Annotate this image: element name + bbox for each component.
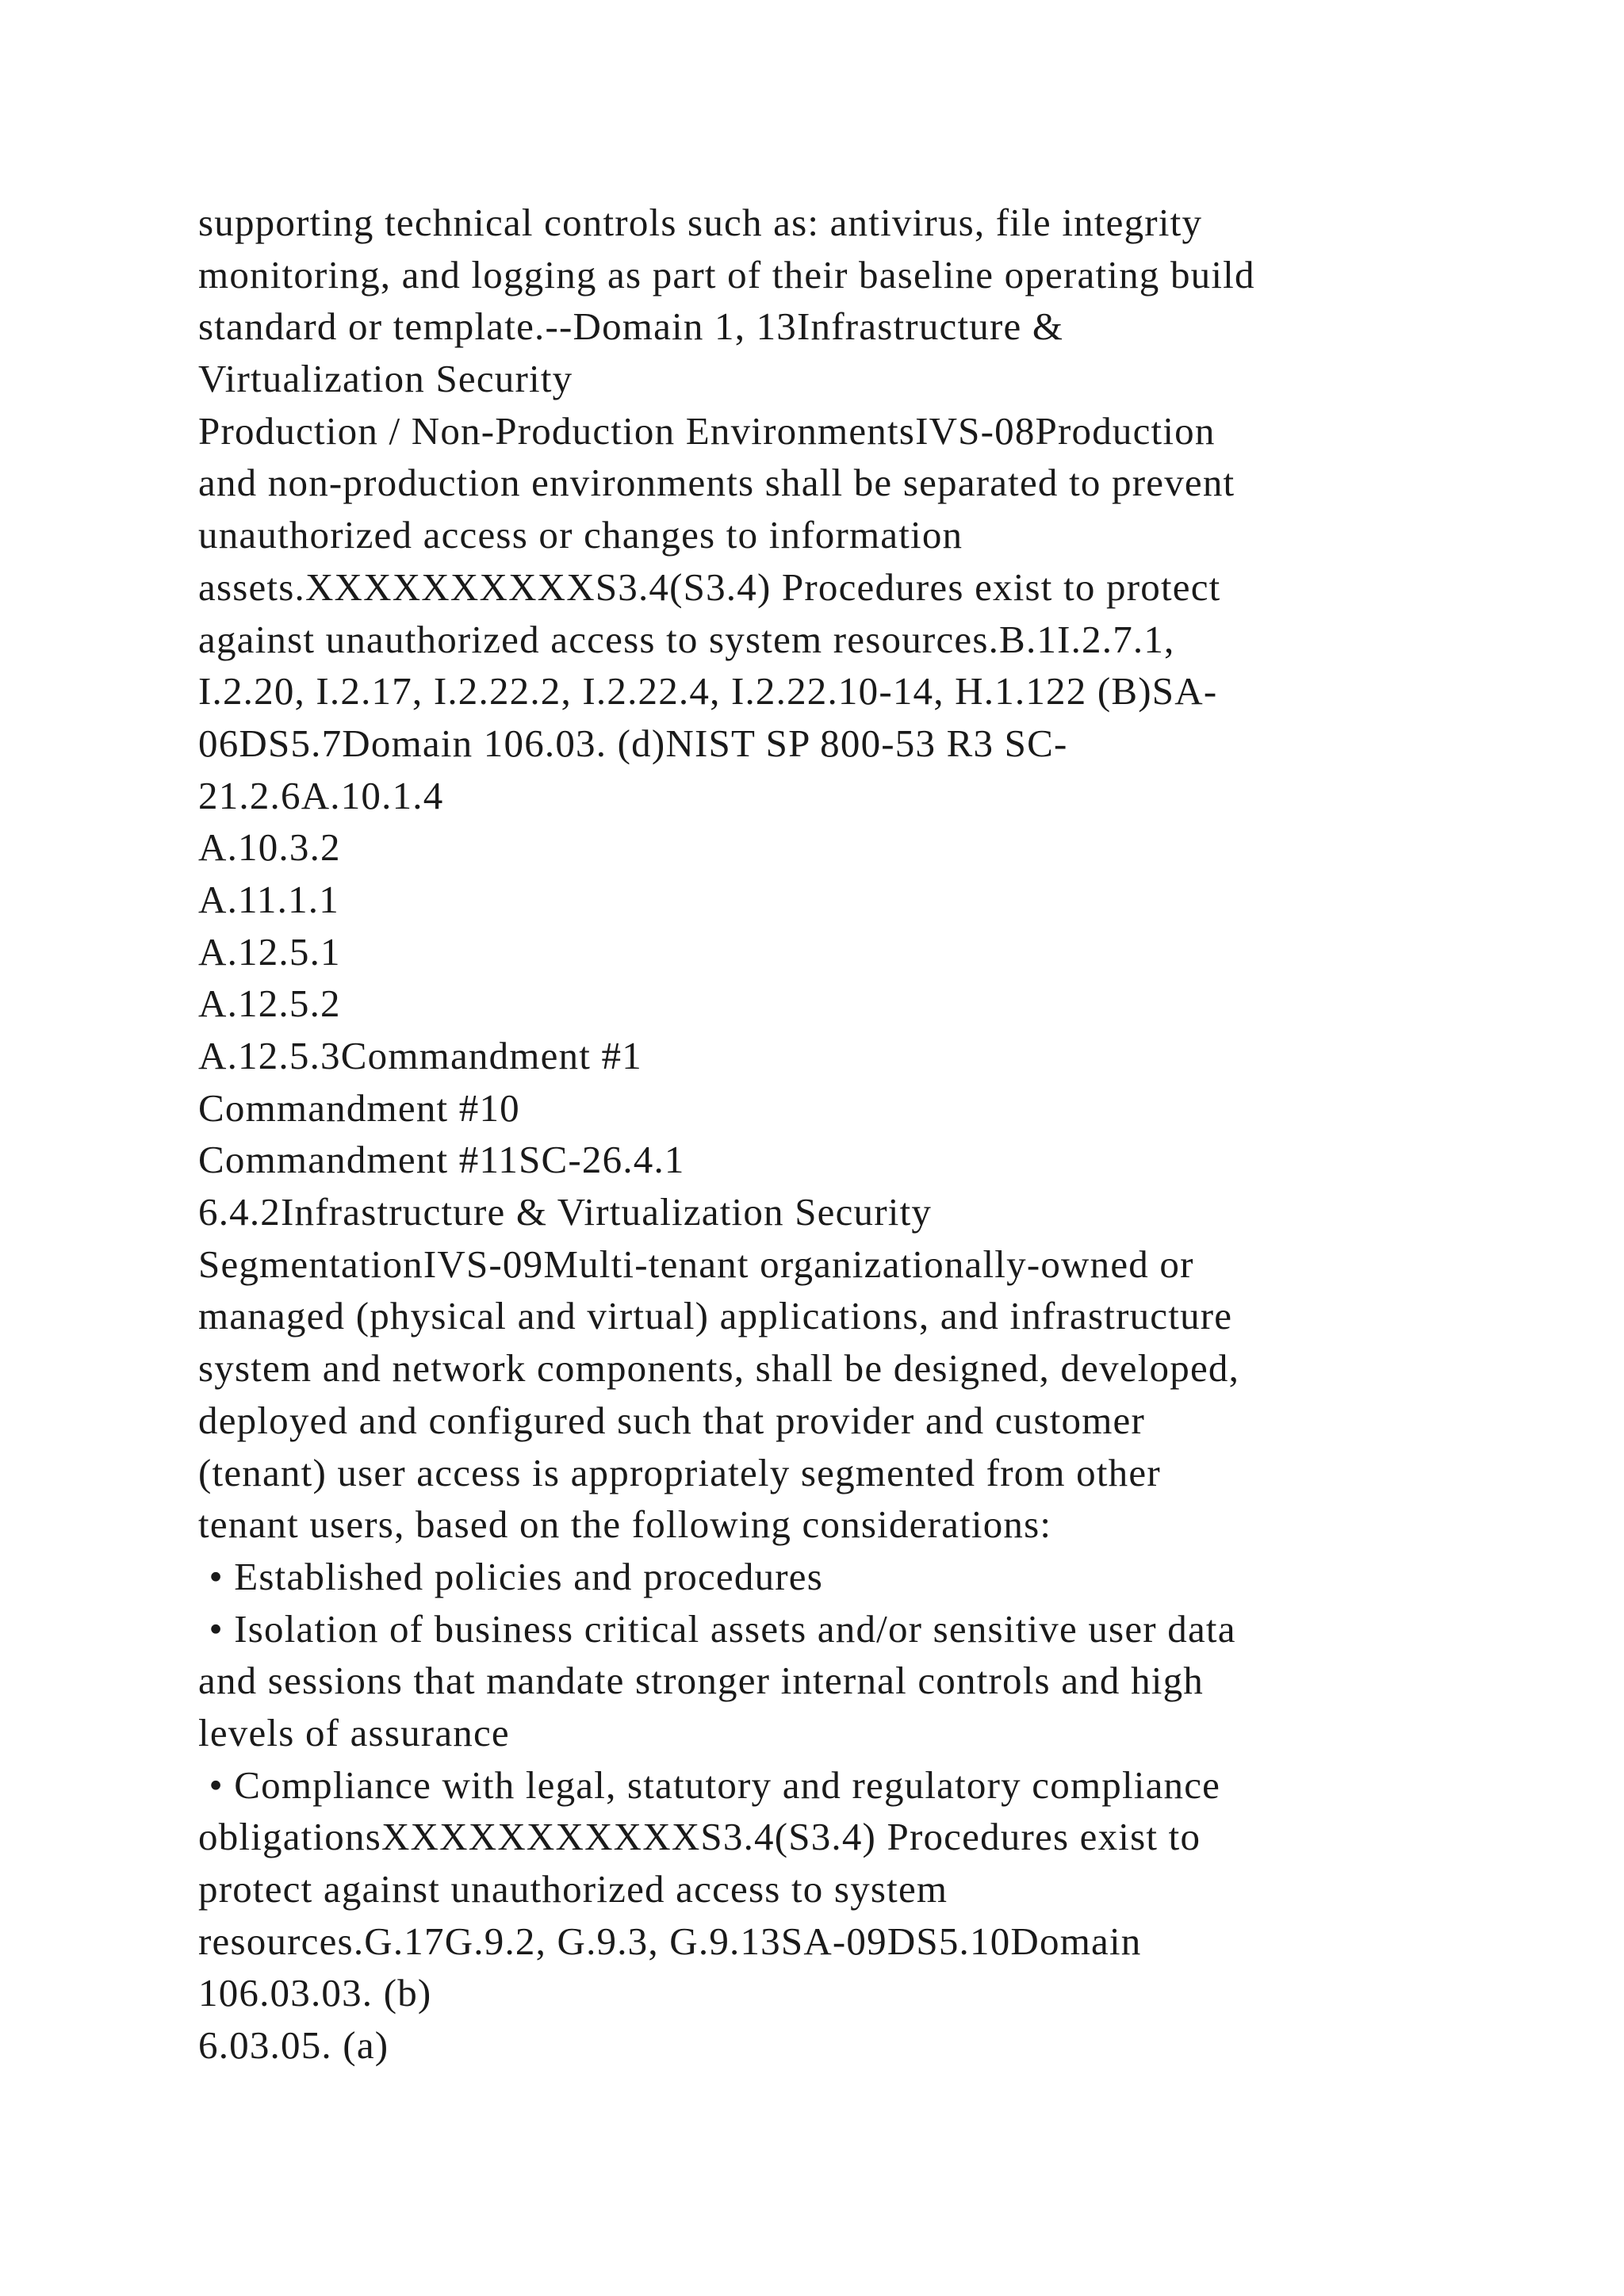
text-line: assets.XXXXXXXXXXS3.4(S3.4) Procedures exist to protect — [198, 564, 1221, 609]
text-line: managed (physical and virtual) applications, and infrastructure — [198, 1294, 1233, 1338]
text-line: standard or template.--Domain 1, 13Infrastructure & — [198, 304, 1064, 349]
bullet-item: • Isolation of business critical assets and/or sensitive user data — [198, 1606, 1236, 1651]
text-line: I.2.20, I.2.17, I.2.22.2, I.2.22.4, I.2.22.10-14, H.1.122 (B)SA- — [198, 669, 1218, 714]
text-line: A.11.1.1 — [198, 877, 339, 921]
text-line: A.12.5.3Commandment #1 — [198, 1034, 642, 1077]
text-line: 21.2.6A.10.1.4 — [198, 773, 444, 817]
text-line: 6.4.2Infrastructure & Virtualization Security — [198, 1190, 933, 1234]
text-line: against unauthorized access to system resources.B.1I.2.7.1, — [198, 617, 1175, 661]
text-line: 06DS5.7Domain 106.03. (d)NIST SP 800-53 R3 SC- — [198, 721, 1068, 765]
text-line: monitoring, and logging as part of their baseline operating build — [198, 252, 1255, 297]
text-line: supporting technical controls such as: antivirus, file integrity — [198, 201, 1203, 244]
text-line: obligationsXXXXXXXXXXXS3.4(S3.4) Procedures exist to — [198, 1815, 1201, 1859]
text-line: A.12.5.1 — [198, 929, 341, 974]
text-line: deployed and configured such that provider and customer — [198, 1398, 1146, 1442]
text-line: SegmentationIVS-09Multi-tenant organizationally-owned or — [198, 1242, 1194, 1286]
text-line: Commandment #11SC-26.4.1 — [198, 1138, 685, 1182]
text-line: unauthorized access or changes to information — [198, 513, 963, 557]
text-line: system and network components, shall be designed, developed, — [198, 1346, 1240, 1391]
text-line: 6.03.05. (a) — [198, 2023, 389, 2068]
text-line: A.10.3.2 — [198, 825, 341, 870]
text-line: A.12.5.2 — [198, 982, 341, 1026]
text-line: protect against unauthorized access to system — [198, 1867, 948, 1911]
text-line: 106.03.03. (b) — [198, 1971, 432, 2015]
text-line: and sessions that mandate stronger internal controls and high — [198, 1659, 1204, 1703]
text-line: Production / Non-Production EnvironmentsIVS-08Production — [198, 408, 1216, 453]
text-line: (tenant) user access is appropriately segmented from other — [198, 1450, 1161, 1494]
document-body-text — [198, 197, 1499, 2072]
text-line: tenant users, based on the following considerations: — [198, 1502, 1052, 1547]
bullet-item: • Compliance with legal, statutory and regulatory compliance — [198, 1762, 1221, 1807]
text-line: levels of assurance — [198, 1710, 510, 1755]
text-line: resources.G.17G.9.2, G.9.3, G.9.13SA-09DS5.10Domain — [198, 1919, 1142, 1963]
text-line: Virtualization Security — [198, 357, 573, 401]
text-line: and non-production environments shall be separated to prevent — [198, 461, 1235, 505]
bullet-item: • Established policies and procedures — [198, 1554, 824, 1598]
text-line: Commandment #10 — [198, 1085, 520, 1130]
